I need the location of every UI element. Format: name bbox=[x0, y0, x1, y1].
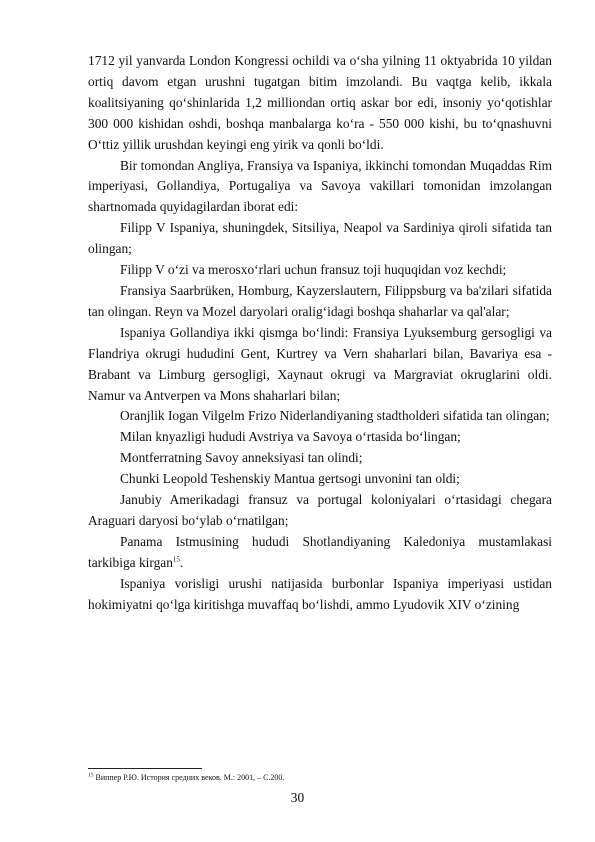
paragraph-philip-recognized: Filipp V Ispaniya, shuningdek, Sitsiliya, Neapol va Sardiniya qiroli sifatida tan olingan; bbox=[88, 220, 552, 257]
paragraph-philip-renounce: Filipp V o‘zi va merosxo‘rlari uchun fransuz toji huquqidan voz kechdi; bbox=[120, 262, 507, 278]
document-body bbox=[88, 51, 552, 615]
footnote-reference[interactable]: 15 bbox=[172, 555, 180, 564]
footnote-text: Виппер Р.Ю. История средних веков. М.: 2001, – С.200. bbox=[93, 773, 285, 782]
footnote bbox=[88, 773, 552, 783]
paragraph-panama-text: Panama Istmusining hududi Shotlandiyaning Kaledoniya mustamlakasi tarkibiga kirgan bbox=[88, 533, 552, 570]
page-number: 30 bbox=[290, 790, 305, 805]
paragraph-war-result: Ispaniya vorisligi urushi natijasida burbonlar Ispaniya imperiyasi ustidan hokimiyatni qo‘lga kiritishga muvaffaq bo‘lishdi, ammo Lyudovik XIV o‘zining bbox=[88, 575, 552, 612]
paragraph-netherlands-division: Ispaniya Gollandiya ikki qismga bo‘lindi: Fransiya Lyuksemburg gersogligi va Flandriya okrugi hududini Gent, Kurtrey va Vern shaharlari bilan, Bavariya esa - Brabant va Limburg gersogligi, Xaynaut okrugi va Margraviat okruglarini oldi. Namur va Antverpen va Mons shaharlari bilan; bbox=[88, 324, 552, 403]
paragraph-treaty-parties: Bir tomondan Angliya, Fransiya va Ispaniya, ikkinchi tomondan Muqaddas Rim imperiyasi, Gollandiya, Portugaliya va Savoya vakillari tomonidan imzolangan shartnomada quyidagilardan iborat edi: bbox=[88, 157, 552, 215]
paragraph-panama-isthmus bbox=[88, 532, 552, 574]
paragraph-milan-division: Milan knyazligi hududi Avstriya va Savoya o‘rtasida bo‘lingan; bbox=[120, 429, 461, 445]
footnote-divider bbox=[88, 768, 202, 769]
footnote-number: 15 bbox=[88, 772, 94, 779]
paragraph-panama-end: . bbox=[179, 554, 184, 570]
paragraph-france-territories: Fransiya Saarbrüken, Homburg, Kayzerslautern, Filippsburg va ba'zilari sifatida tan olingan. Reyn va Mozel daryolari oralig‘idagi boshqa shaharlar va qal'alar; bbox=[88, 282, 552, 319]
paragraph-montferrat: Montferratning Savoy anneksiyasi tan olindi; bbox=[120, 450, 363, 466]
paragraph-orange-stadtholder: Oranjlik Iogan Vilgelm Frizo Niderlandiyaning stadtholderi sifatida tan olingan; bbox=[120, 408, 550, 424]
paragraph-leopold-mantua: Chunki Leopold Teshenskiy Mantua gertsogi unvonini tan oldi; bbox=[120, 471, 460, 487]
paragraph-south-america-border: Janubiy Amerikadagi fransuz va portugal koloniyalari o‘rtasidagi chegara Araguari daryosi bo‘ylab o‘rnatilgan; bbox=[88, 492, 552, 528]
paragraph-london-congress: 1712 yil yanvarda London Kongressi ochildi va o‘sha yilning 11 oktyabrida 10 yildan ortiq davom etgan urushni tugatgan bitim imzolandi. Bu vaqtga kelib, ikkala koalitsiyaning qo‘shinlarida 1,2 milliondan ortiq askar bor edi, insoniy yo‘qotishlar 300 000 kishidan oshdi, boshqa manbalarga ko‘ra - 550 000 kishi, bu to‘qnashuvni O‘ttiz yillik urushdan keyingi eng yirik va qonli bo‘ldi. bbox=[88, 53, 552, 152]
